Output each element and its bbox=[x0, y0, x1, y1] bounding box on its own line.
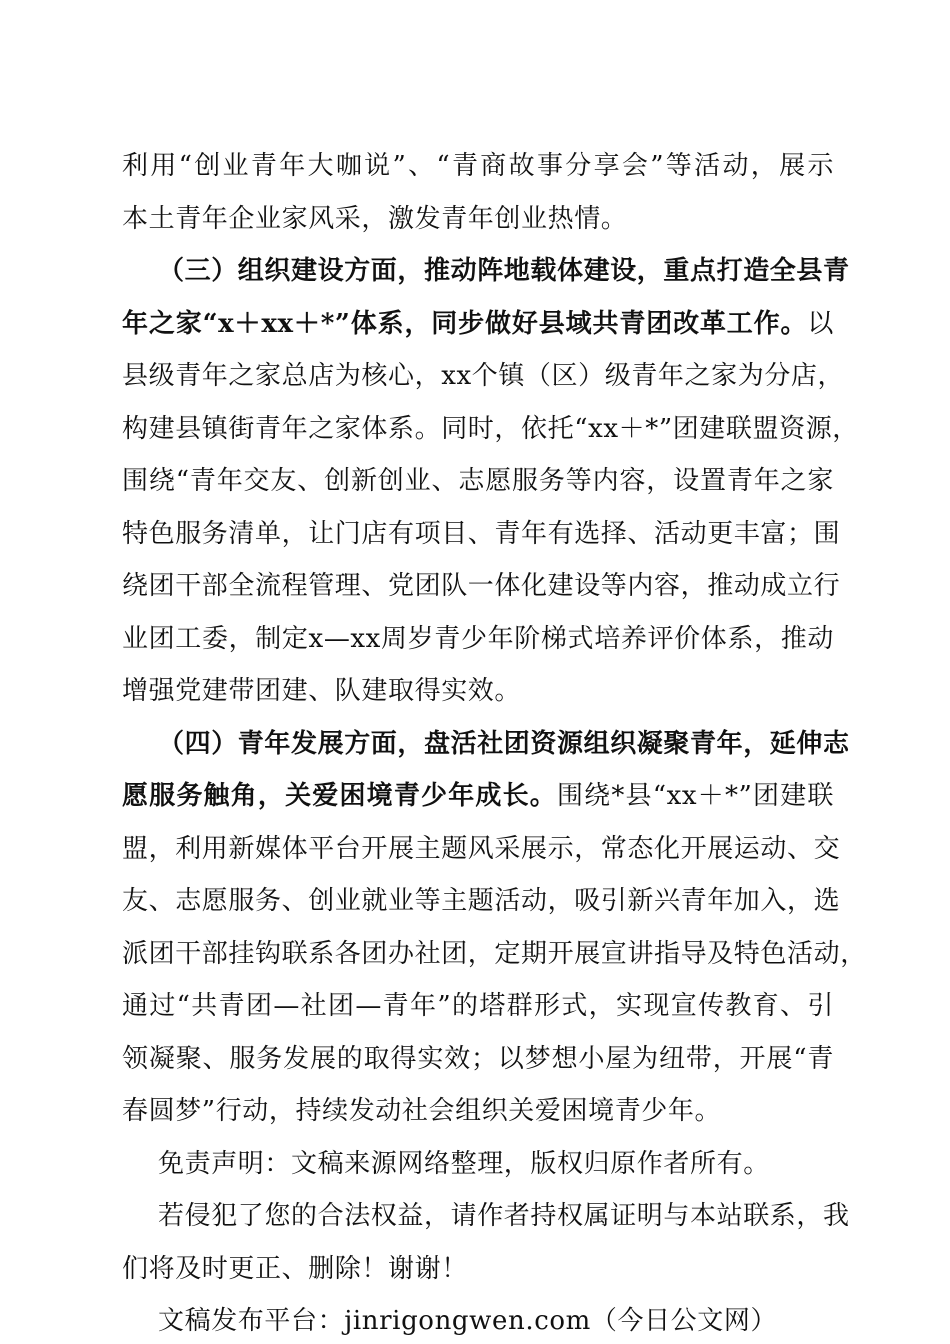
paragraph-line: 春圆梦”行动，持续发动社会组织关爱困境青少年。 bbox=[122, 1096, 722, 1126]
body-text: 围绕*县“xx＋*”团建联 bbox=[557, 781, 834, 811]
section-heading-3: （三）组织建设方面，推动阵地载体建设，重点打造全县青 bbox=[158, 256, 850, 286]
paragraph-line: 绕团干部全流程管理、党团队一体化建设等内容，推动成立行 bbox=[122, 571, 841, 601]
section-heading-3-cont bbox=[122, 298, 834, 351]
paragraph-line: 派团干部挂钩联系各团办社团，定期开展宣讲指导及特色活动， bbox=[122, 938, 867, 969]
heading-text: 年之家“x＋xx＋*”体系，同步做好县域共青团改革工作。 bbox=[122, 308, 808, 339]
paragraph-line: 围绕“青年交友、创新创业、志愿服务等内容，设置青年之家 bbox=[122, 466, 834, 496]
section-heading-4: （四）青年发展方面，盘活社团资源组织凝聚青年，延伸志 bbox=[158, 728, 850, 759]
paragraph-line: 特色服务清单，让门店有项目、青年有选择、活动更丰富；围 bbox=[122, 518, 841, 549]
paragraph-line: 利用“创业青年大咖说”、“青商故事分享会”等活动，展示 bbox=[122, 151, 834, 181]
paragraph-line: 增强党建带团建、队建取得实效。 bbox=[122, 676, 522, 706]
section-heading-4-cont bbox=[122, 770, 834, 823]
publish-platform: 文稿发布平台：jinrigongwen.com（今日公文网） bbox=[158, 1306, 778, 1336]
disclaimer-line: 们将及时更正、删除！谢谢！ bbox=[122, 1253, 468, 1284]
paragraph-line: 友、志愿服务、创业就业等主题活动，吸引新兴青年加入，选 bbox=[122, 886, 841, 916]
paragraph-line: 盟，利用新媒体平台开展主题风采展示，常态化开展运动、交 bbox=[122, 833, 841, 864]
paragraph-line: 领凝聚、服务发展的取得实效；以梦想小屋为纽带，开展“青 bbox=[122, 1043, 834, 1074]
paragraph-line: 县级青年之家总店为核心，xx个镇（区）级青年之家为分店， bbox=[122, 361, 845, 391]
paragraph-line: 通过“共青团—社团—青年”的塔群形式，实现宣传教育、引 bbox=[122, 991, 834, 1021]
paragraph-line: 构建县镇街青年之家体系。同时，依托“xx＋*”团建联盟资源， bbox=[122, 413, 859, 444]
disclaimer-line: 若侵犯了您的合法权益，请作者持权属证明与本站联系，我 bbox=[158, 1201, 850, 1231]
paragraph-line: 业团工委，制定x—xx周岁青少年阶梯式培养评价体系，推动 bbox=[122, 623, 834, 654]
paragraph-line: 本土青年企业家风采，激发青年创业热情。 bbox=[122, 203, 628, 234]
disclaimer-line: 免责声明：文稿来源网络整理，版权归原作者所有。 bbox=[158, 1148, 770, 1179]
heading-text: 愿服务触角，关爱困境青少年成长。 bbox=[122, 781, 557, 811]
document-body bbox=[122, 140, 867, 1344]
body-text: 以 bbox=[807, 308, 834, 339]
